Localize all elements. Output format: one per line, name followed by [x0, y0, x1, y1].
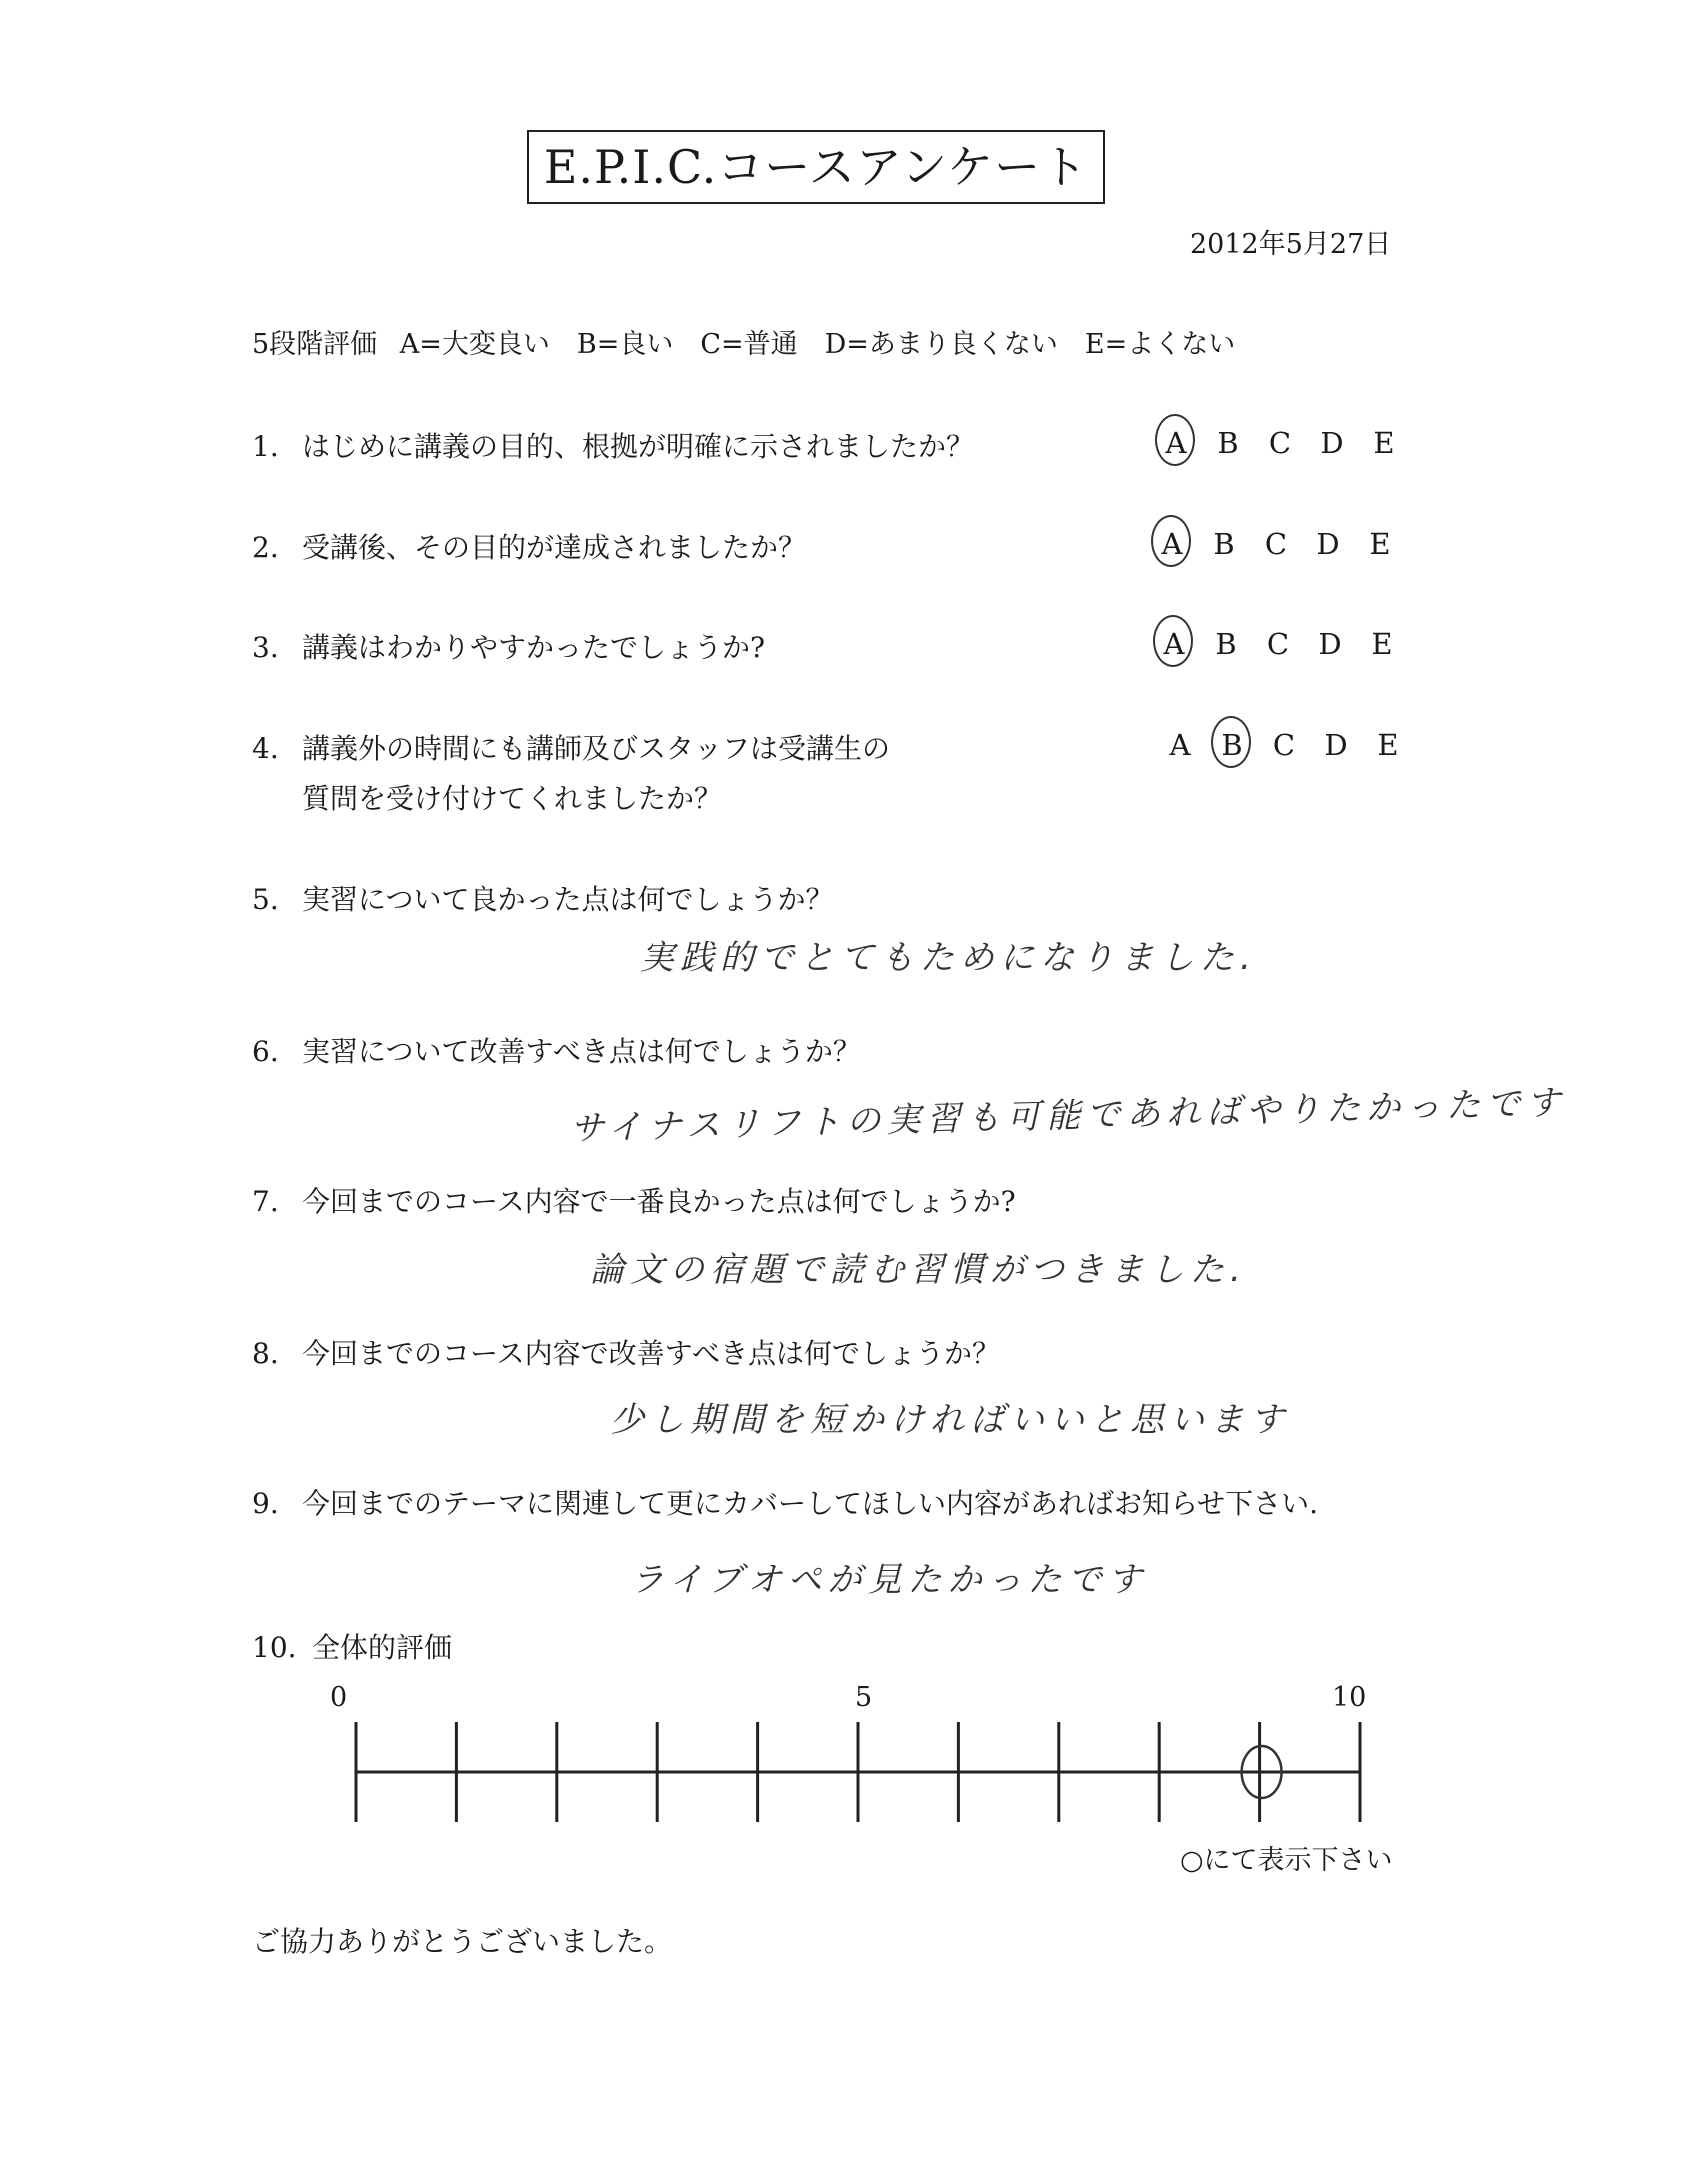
choice-e[interactable]: E: [1369, 527, 1391, 561]
question-4-line-2: 質問を受け付けてくれましたか？: [302, 782, 723, 815]
choice-d[interactable]: D: [1318, 627, 1342, 661]
choice-c[interactable]: C: [1268, 426, 1292, 460]
question-number: 8.: [252, 1337, 279, 1370]
question-text: 実習について良かった点は何でしょうか？: [302, 883, 834, 916]
question-number: 3.: [252, 631, 279, 664]
choice-e[interactable]: E: [1371, 627, 1393, 661]
question-number: 9.: [252, 1487, 279, 1520]
choice-d[interactable]: D: [1324, 728, 1348, 762]
choice-b[interactable]: B: [1213, 527, 1235, 561]
choice-a[interactable]: A: [1150, 426, 1202, 460]
rating-scale-legend: 5段階評価 A=大変良い B=良い C=普通 D=あまり良くない E=よくない: [252, 329, 1236, 360]
choice-a[interactable]: A: [1146, 527, 1198, 561]
question-number: 1.: [252, 430, 279, 463]
scale-label-max: 10: [1332, 1682, 1367, 1713]
question-text: はじめに講義の目的、根拠が明確に示されましたか？: [302, 430, 975, 463]
question-number: 5.: [252, 883, 279, 916]
question-number: 7.: [252, 1185, 279, 1218]
choice-a[interactable]: A: [1169, 728, 1191, 762]
thank-you-note: ご協力ありがとうございました。: [252, 1925, 673, 1958]
question-text: 実習について改善すべき点は何でしょうか？: [302, 1035, 861, 1068]
question-number: 6.: [252, 1035, 279, 1068]
question-text: 全体的評価: [312, 1631, 453, 1664]
question-text: 今回までのテーマに関連して更にカバーしてほしい内容があればお知らせ下さい.: [302, 1487, 1319, 1520]
choice-e[interactable]: E: [1377, 728, 1399, 762]
choice-b[interactable]: B: [1215, 627, 1237, 661]
choice-b[interactable]: B: [1217, 426, 1239, 460]
choice-b[interactable]: B: [1206, 728, 1258, 762]
scale-instruction: ○にて表示下さい: [1180, 1845, 1393, 1876]
question-text: 講義はわかりやすかったでしょうか?: [302, 631, 766, 664]
choice-a[interactable]: A: [1148, 627, 1200, 661]
choice-d[interactable]: D: [1320, 426, 1344, 460]
choice-c[interactable]: C: [1266, 627, 1290, 661]
scale-label-mid: 5: [855, 1682, 873, 1713]
choice-e[interactable]: E: [1373, 426, 1395, 460]
question-text: 今回までのコース内容で一番良かった点は何でしょうか?: [302, 1185, 1016, 1218]
question-number: 10.: [252, 1631, 297, 1664]
scale-label-min: 0: [330, 1682, 348, 1713]
question-text: 講義外の時間にも講師及びスタッフは受講生の: [302, 732, 891, 765]
survey-date: 2012年5月27日: [1190, 229, 1392, 260]
handwritten-answer-5: 実践的でとてもためになりました.: [640, 938, 1257, 978]
question-text: 受講後、その目的が達成されましたか？: [302, 531, 807, 564]
question-number: 2.: [252, 531, 279, 564]
handwritten-answer-9: ライブオペが見たかったです: [630, 1560, 1148, 1600]
handwritten-answer-6: サイナスリフトの実習も可能であればやりたかったです: [569, 1082, 1567, 1150]
choice-c[interactable]: C: [1264, 527, 1288, 561]
handwritten-answer-7: 論文の宿題で読む習慣がつきました.: [590, 1250, 1247, 1290]
question-text: 今回までのコース内容で改善すべき点は何でしょうか？: [302, 1337, 1001, 1370]
question-number: 4.: [252, 732, 279, 765]
survey-title: E.P.I.C.コースアンケート: [527, 130, 1105, 204]
handwritten-answer-8: 少し期間を短かければいいと思います: [610, 1400, 1290, 1440]
choice-d[interactable]: D: [1316, 527, 1340, 561]
choice-c[interactable]: C: [1272, 728, 1296, 762]
